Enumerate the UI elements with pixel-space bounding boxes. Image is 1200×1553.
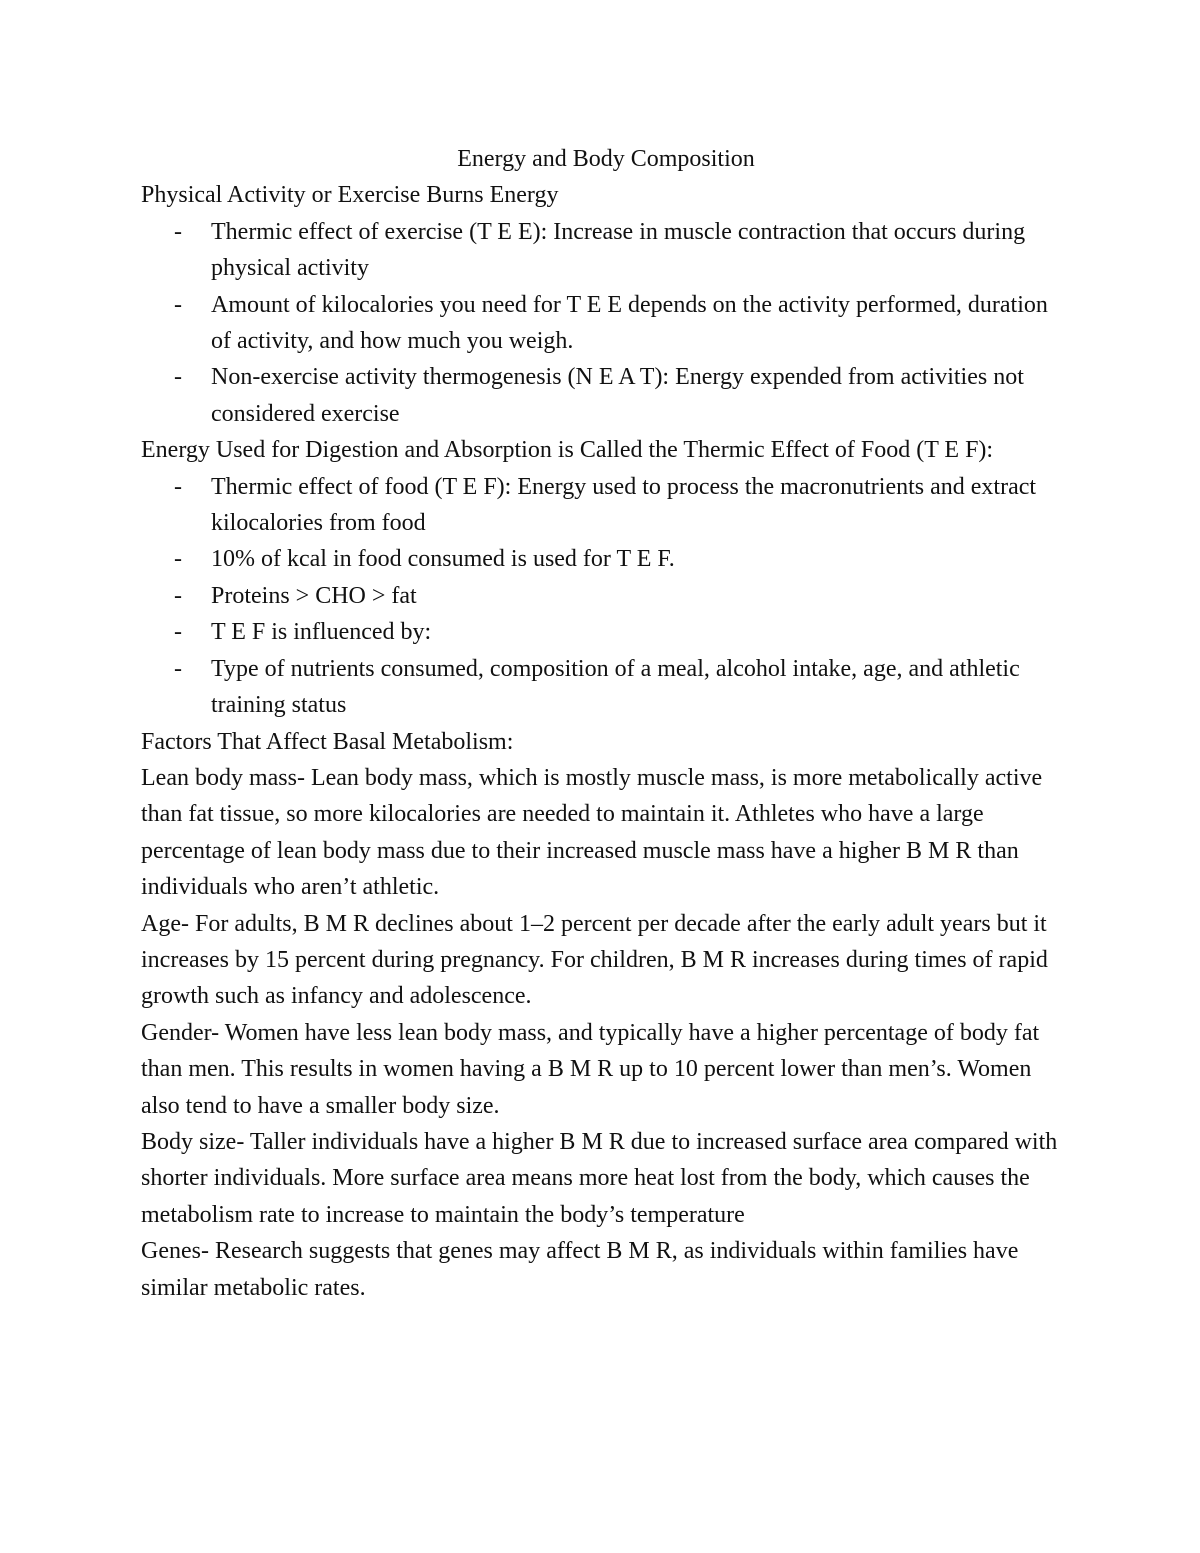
bullet-dash: -: [174, 364, 182, 391]
bullet-dash: -: [174, 582, 182, 609]
bullet-dash: -: [174, 619, 182, 646]
factor-paragraph-gender: Gender- Women have less lean body mass, and typically have a higher percentage of body fat than men. This results in women having a B M R up to 10 percent lower than men’s. Women also tend to have a smaller body size.: [141, 1019, 1040, 1119]
bullet-dash: -: [174, 473, 182, 500]
section-heading-thermic-effect-food: Energy Used for Digestion and Absorption is Called the Thermic Effect of Food (T E F):: [141, 437, 994, 464]
list-item: [141, 214, 1071, 287]
list-item-text: Proteins > CHO > fat: [211, 582, 417, 609]
factor-paragraph-age: Age- For adults, B M R declines about 1–2 percent per decade after the early adult years but it increases by 15 percent during pregnancy. For children, B M R increases during times of rapid growth such as infancy and adolescence.: [141, 910, 1048, 1010]
list-item: [141, 359, 1071, 432]
list-item-text: 10% of kcal in food consumed is used for T E F.: [211, 546, 675, 573]
list-item-text: Non-exercise activity thermogenesis (N E A T): Energy expended from activities not considered exercise: [211, 364, 1024, 427]
factors-heading: Factors That Affect Basal Metabolism:: [141, 728, 514, 755]
list-item-text: Type of nutrients consumed, composition of a meal, alcohol intake, age, and athletic training status: [211, 655, 1020, 719]
list-item: [141, 541, 1071, 577]
bullet-list-thermic-effect-food: [141, 469, 1071, 724]
bullet-dash: -: [174, 218, 182, 245]
list-item: [141, 578, 1071, 614]
bullet-dash: -: [174, 655, 182, 682]
document-title: Energy and Body Composition: [457, 146, 755, 172]
factor-paragraph-body-size: Body size- Taller individuals have a higher B M R due to increased surface area compared with shorter individuals. More surface area means more heat lost from the body, which causes the metabolism rate to increase to maintain the body’s temperature: [141, 1128, 1058, 1228]
list-item-text: Amount of kilocalories you need for T E E depends on the activity performed, duration of activity, and how much you weigh.: [211, 291, 1048, 355]
bullet-list-physical-activity: [141, 214, 1071, 432]
factor-paragraph-lean-body-mass: Lean body mass- Lean body mass, which is mostly muscle mass, is more metabolically active than fat tissue, so more kilocalories are needed to maintain it. Athletes who have a large percentage of lean body mass due to their increased muscle mass have a higher B M R than individuals who aren’t athletic.: [141, 764, 1043, 901]
document-page: [141, 141, 1071, 1306]
list-item: [141, 287, 1071, 360]
list-item-text: Thermic effect of exercise (T E E): Increase in muscle contraction that occurs during physical activity: [211, 218, 1026, 282]
factor-paragraph-genes: Genes- Research suggests that genes may affect B M R, as individuals within families have similar metabolic rates.: [141, 1238, 1019, 1301]
list-item-text: T E F is influenced by:: [211, 619, 432, 646]
list-item: [141, 469, 1071, 542]
section-heading-physical-activity: Physical Activity or Exercise Burns Energy: [141, 182, 559, 209]
bullet-dash: -: [174, 546, 182, 573]
bullet-dash: -: [174, 291, 182, 318]
list-item-text: Thermic effect of food (T E F): Energy used to process the macronutrients and extract kilocalories from food: [211, 473, 1037, 537]
list-item: [141, 651, 1071, 724]
list-item: [141, 614, 1071, 650]
